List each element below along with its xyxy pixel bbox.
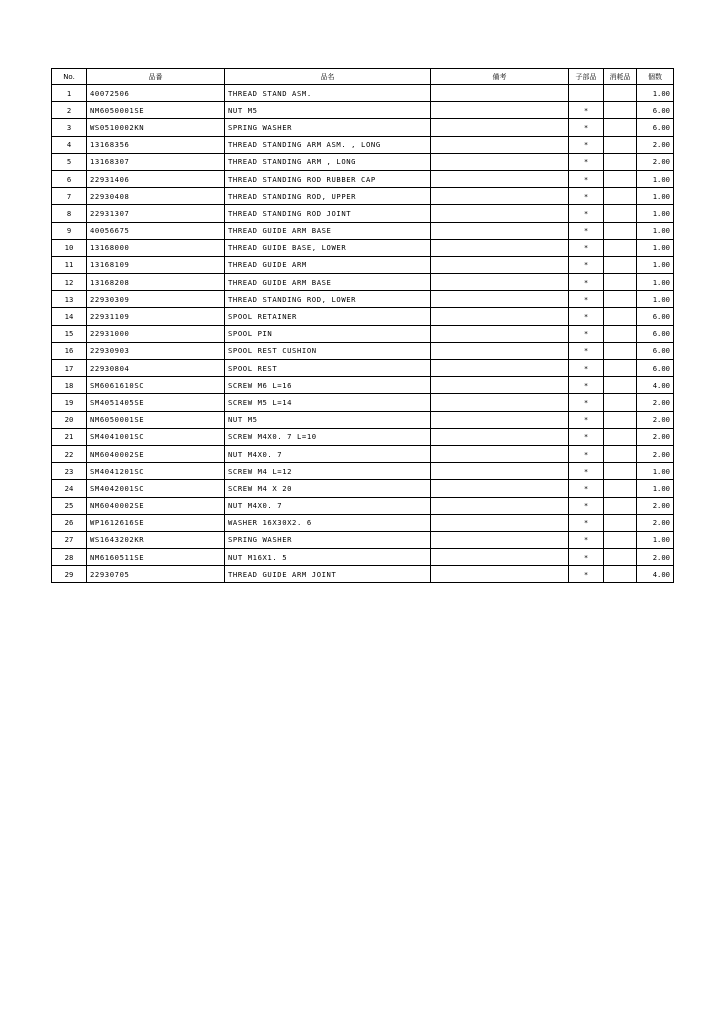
part-name-cell: THREAD GUIDE BASE, LOWER <box>225 239 431 256</box>
row-number: 7 <box>52 188 87 205</box>
part-number-cell: 40072506 <box>87 85 225 102</box>
consumable-mark <box>604 445 637 462</box>
remarks-cell <box>431 119 569 136</box>
row-number: 17 <box>52 360 87 377</box>
consumable-mark <box>604 205 637 222</box>
child-part-mark: * <box>569 256 604 273</box>
child-part-mark: * <box>569 514 604 531</box>
part-name-cell: NUT M5 <box>225 102 431 119</box>
part-name-cell: SCREW M5 L=14 <box>225 394 431 411</box>
consumable-mark <box>604 256 637 273</box>
table-row <box>52 566 674 583</box>
child-part-mark: * <box>569 170 604 187</box>
remarks-cell <box>431 222 569 239</box>
quantity-cell: 2.00 <box>637 497 674 514</box>
consumable-mark <box>604 342 637 359</box>
table-row <box>52 188 674 205</box>
row-number: 19 <box>52 394 87 411</box>
row-number: 21 <box>52 428 87 445</box>
row-number: 4 <box>52 136 87 153</box>
header-part-name: 品名 <box>225 69 431 85</box>
table-row <box>52 239 674 256</box>
quantity-cell: 6.00 <box>637 119 674 136</box>
table-row <box>52 480 674 497</box>
part-number-cell: 22931000 <box>87 325 225 342</box>
part-number-cell: WS0510002KN <box>87 119 225 136</box>
consumable-mark <box>604 170 637 187</box>
table-row <box>52 274 674 291</box>
part-name-cell: SPOOL REST <box>225 360 431 377</box>
remarks-cell <box>431 274 569 291</box>
remarks-cell <box>431 480 569 497</box>
part-number-cell: SM4041201SC <box>87 463 225 480</box>
remarks-cell <box>431 102 569 119</box>
consumable-mark <box>604 377 637 394</box>
part-number-cell: NM6050001SE <box>87 411 225 428</box>
remarks-cell <box>431 308 569 325</box>
row-number: 14 <box>52 308 87 325</box>
part-number-cell: 22930309 <box>87 291 225 308</box>
table-row <box>52 360 674 377</box>
consumable-mark <box>604 188 637 205</box>
child-part-mark: * <box>569 325 604 342</box>
row-number: 12 <box>52 274 87 291</box>
remarks-cell <box>431 342 569 359</box>
remarks-cell <box>431 411 569 428</box>
child-part-mark: * <box>569 428 604 445</box>
child-part-mark: * <box>569 102 604 119</box>
remarks-cell <box>431 325 569 342</box>
remarks-cell <box>431 531 569 548</box>
part-number-cell: 22930408 <box>87 188 225 205</box>
part-name-cell: THREAD GUIDE ARM BASE <box>225 222 431 239</box>
child-part-mark: * <box>569 239 604 256</box>
header-part-number: 品番 <box>87 69 225 85</box>
table-row <box>52 514 674 531</box>
quantity-cell: 1.00 <box>637 170 674 187</box>
consumable-mark <box>604 153 637 170</box>
quantity-cell: 4.00 <box>637 377 674 394</box>
consumable-mark <box>604 85 637 102</box>
row-number: 20 <box>52 411 87 428</box>
row-number: 16 <box>52 342 87 359</box>
remarks-cell <box>431 549 569 566</box>
remarks-cell <box>431 394 569 411</box>
remarks-cell <box>431 85 569 102</box>
consumable-mark <box>604 136 637 153</box>
child-part-mark: * <box>569 274 604 291</box>
part-name-cell: SPRING WASHER <box>225 119 431 136</box>
row-number: 24 <box>52 480 87 497</box>
part-name-cell: SCREW M6 L=16 <box>225 377 431 394</box>
row-number: 26 <box>52 514 87 531</box>
row-number: 2 <box>52 102 87 119</box>
part-name-cell: THREAD STANDING ROD, LOWER <box>225 291 431 308</box>
part-number-cell: 13168356 <box>87 136 225 153</box>
part-name-cell: THREAD STANDING ARM ASM. , LONG <box>225 136 431 153</box>
child-part-mark: * <box>569 377 604 394</box>
part-name-cell: THREAD STANDING ROD, UPPER <box>225 188 431 205</box>
row-number: 8 <box>52 205 87 222</box>
part-name-cell: THREAD STANDING ROD JOINT <box>225 205 431 222</box>
child-part-mark: * <box>569 549 604 566</box>
child-part-mark: * <box>569 394 604 411</box>
part-name-cell: THREAD STANDING ARM , LONG <box>225 153 431 170</box>
part-name-cell: WASHER 16X30X2. 6 <box>225 514 431 531</box>
part-number-cell: SM6061610SC <box>87 377 225 394</box>
row-number: 15 <box>52 325 87 342</box>
header-consumable: 消耗品 <box>604 69 637 85</box>
row-number: 22 <box>52 445 87 462</box>
quantity-cell: 1.00 <box>637 205 674 222</box>
table-row <box>52 153 674 170</box>
part-number-cell: 13168109 <box>87 256 225 273</box>
part-name-cell: THREAD GUIDE ARM BASE <box>225 274 431 291</box>
quantity-cell: 2.00 <box>637 411 674 428</box>
quantity-cell: 1.00 <box>637 274 674 291</box>
row-number: 13 <box>52 291 87 308</box>
table-row <box>52 428 674 445</box>
quantity-cell: 2.00 <box>637 549 674 566</box>
quantity-cell: 4.00 <box>637 566 674 583</box>
child-part-mark: * <box>569 308 604 325</box>
part-name-cell: SPOOL RETAINER <box>225 308 431 325</box>
child-part-mark: * <box>569 222 604 239</box>
child-part-mark: * <box>569 205 604 222</box>
part-number-cell: 40056675 <box>87 222 225 239</box>
row-number: 5 <box>52 153 87 170</box>
part-number-cell: 22931406 <box>87 170 225 187</box>
consumable-mark <box>604 239 637 256</box>
consumable-mark <box>604 428 637 445</box>
table-row <box>52 531 674 548</box>
part-number-cell: 22930903 <box>87 342 225 359</box>
quantity-cell: 1.00 <box>637 85 674 102</box>
part-name-cell: THREAD GUIDE ARM JOINT <box>225 566 431 583</box>
quantity-cell: 2.00 <box>637 153 674 170</box>
quantity-cell: 2.00 <box>637 136 674 153</box>
child-part-mark: * <box>569 291 604 308</box>
remarks-cell <box>431 153 569 170</box>
quantity-cell: 2.00 <box>637 445 674 462</box>
remarks-cell <box>431 428 569 445</box>
remarks-cell <box>431 136 569 153</box>
child-part-mark <box>569 85 604 102</box>
table-row <box>52 170 674 187</box>
quantity-cell: 1.00 <box>637 480 674 497</box>
remarks-cell <box>431 170 569 187</box>
child-part-mark: * <box>569 360 604 377</box>
part-number-cell: NM6040002SE <box>87 497 225 514</box>
consumable-mark <box>604 514 637 531</box>
child-part-mark: * <box>569 153 604 170</box>
consumable-mark <box>604 102 637 119</box>
consumable-mark <box>604 394 637 411</box>
part-name-cell: NUT M4X0. 7 <box>225 445 431 462</box>
remarks-cell <box>431 566 569 583</box>
table-row <box>52 325 674 342</box>
table-row <box>52 222 674 239</box>
part-number-cell: 13168000 <box>87 239 225 256</box>
quantity-cell: 2.00 <box>637 514 674 531</box>
remarks-cell <box>431 445 569 462</box>
table-row <box>52 256 674 273</box>
part-name-cell: THREAD STANDING ROD RUBBER CAP <box>225 170 431 187</box>
child-part-mark: * <box>569 136 604 153</box>
remarks-cell <box>431 377 569 394</box>
table-body <box>52 85 674 583</box>
row-number: 18 <box>52 377 87 394</box>
part-number-cell: SM4041001SC <box>87 428 225 445</box>
table-row <box>52 463 674 480</box>
quantity-cell: 1.00 <box>637 531 674 548</box>
row-number: 6 <box>52 170 87 187</box>
part-name-cell: THREAD GUIDE ARM <box>225 256 431 273</box>
row-number: 10 <box>52 239 87 256</box>
table-row <box>52 394 674 411</box>
part-number-cell: SM4042001SC <box>87 480 225 497</box>
consumable-mark <box>604 222 637 239</box>
consumable-mark <box>604 291 637 308</box>
consumable-mark <box>604 566 637 583</box>
remarks-cell <box>431 205 569 222</box>
part-number-cell: 22930804 <box>87 360 225 377</box>
part-number-cell: 13168307 <box>87 153 225 170</box>
part-number-cell: NM6050001SE <box>87 102 225 119</box>
quantity-cell: 1.00 <box>637 222 674 239</box>
consumable-mark <box>604 411 637 428</box>
consumable-mark <box>604 308 637 325</box>
header-quantity: 個数 <box>637 69 674 85</box>
table-row <box>52 119 674 136</box>
quantity-cell: 6.00 <box>637 360 674 377</box>
remarks-cell <box>431 239 569 256</box>
remarks-cell <box>431 256 569 273</box>
remarks-cell <box>431 514 569 531</box>
part-name-cell: SCREW M4X0. 7 L=10 <box>225 428 431 445</box>
part-name-cell: NUT M16X1. 5 <box>225 549 431 566</box>
table-row <box>52 342 674 359</box>
part-name-cell: SPOOL REST CUSHION <box>225 342 431 359</box>
child-part-mark: * <box>569 342 604 359</box>
row-number: 25 <box>52 497 87 514</box>
table-row <box>52 136 674 153</box>
part-name-cell: SPRING WASHER <box>225 531 431 548</box>
child-part-mark: * <box>569 188 604 205</box>
consumable-mark <box>604 360 637 377</box>
child-part-mark: * <box>569 497 604 514</box>
part-name-cell: SPOOL PIN <box>225 325 431 342</box>
table-row <box>52 445 674 462</box>
table-row <box>52 497 674 514</box>
table-row <box>52 549 674 566</box>
child-part-mark: * <box>569 445 604 462</box>
quantity-cell: 6.00 <box>637 102 674 119</box>
part-name-cell: THREAD STAND ASM. <box>225 85 431 102</box>
part-number-cell: WP1612616SE <box>87 514 225 531</box>
header-remarks: 備考 <box>431 69 569 85</box>
row-number: 23 <box>52 463 87 480</box>
child-part-mark: * <box>569 566 604 583</box>
header-no: No. <box>52 69 87 85</box>
consumable-mark <box>604 463 637 480</box>
part-name-cell: NUT M4X0. 7 <box>225 497 431 514</box>
part-number-cell: 22930705 <box>87 566 225 583</box>
row-number: 27 <box>52 531 87 548</box>
quantity-cell: 1.00 <box>637 291 674 308</box>
parts-list-sheet <box>51 68 673 583</box>
child-part-mark: * <box>569 480 604 497</box>
remarks-cell <box>431 360 569 377</box>
child-part-mark: * <box>569 119 604 136</box>
consumable-mark <box>604 119 637 136</box>
quantity-cell: 2.00 <box>637 428 674 445</box>
header-child-part: 子部品 <box>569 69 604 85</box>
remarks-cell <box>431 497 569 514</box>
consumable-mark <box>604 531 637 548</box>
quantity-cell: 6.00 <box>637 325 674 342</box>
row-number: 9 <box>52 222 87 239</box>
part-number-cell: 22931307 <box>87 205 225 222</box>
table-row <box>52 308 674 325</box>
consumable-mark <box>604 480 637 497</box>
quantity-cell: 1.00 <box>637 256 674 273</box>
consumable-mark <box>604 549 637 566</box>
child-part-mark: * <box>569 463 604 480</box>
part-name-cell: SCREW M4 L=12 <box>225 463 431 480</box>
row-number: 11 <box>52 256 87 273</box>
table-row <box>52 291 674 308</box>
table-row <box>52 85 674 102</box>
quantity-cell: 1.00 <box>637 463 674 480</box>
row-number: 28 <box>52 549 87 566</box>
table-row <box>52 102 674 119</box>
part-number-cell: SM4051405SE <box>87 394 225 411</box>
row-number: 1 <box>52 85 87 102</box>
remarks-cell <box>431 188 569 205</box>
part-name-cell: NUT M5 <box>225 411 431 428</box>
row-number: 3 <box>52 119 87 136</box>
part-number-cell: NM6040002SE <box>87 445 225 462</box>
part-number-cell: WS1643202KR <box>87 531 225 548</box>
table-row <box>52 411 674 428</box>
parts-table <box>51 68 674 583</box>
remarks-cell <box>431 463 569 480</box>
table-header-row <box>52 69 674 85</box>
quantity-cell: 6.00 <box>637 308 674 325</box>
row-number: 29 <box>52 566 87 583</box>
quantity-cell: 2.00 <box>637 394 674 411</box>
quantity-cell: 6.00 <box>637 342 674 359</box>
part-number-cell: 13168208 <box>87 274 225 291</box>
quantity-cell: 1.00 <box>637 188 674 205</box>
part-name-cell: SCREW M4 X 20 <box>225 480 431 497</box>
part-number-cell: 22931109 <box>87 308 225 325</box>
consumable-mark <box>604 274 637 291</box>
part-number-cell: NM6160511SE <box>87 549 225 566</box>
child-part-mark: * <box>569 531 604 548</box>
quantity-cell: 1.00 <box>637 239 674 256</box>
table-row <box>52 205 674 222</box>
table-row <box>52 377 674 394</box>
consumable-mark <box>604 497 637 514</box>
consumable-mark <box>604 325 637 342</box>
remarks-cell <box>431 291 569 308</box>
child-part-mark: * <box>569 411 604 428</box>
